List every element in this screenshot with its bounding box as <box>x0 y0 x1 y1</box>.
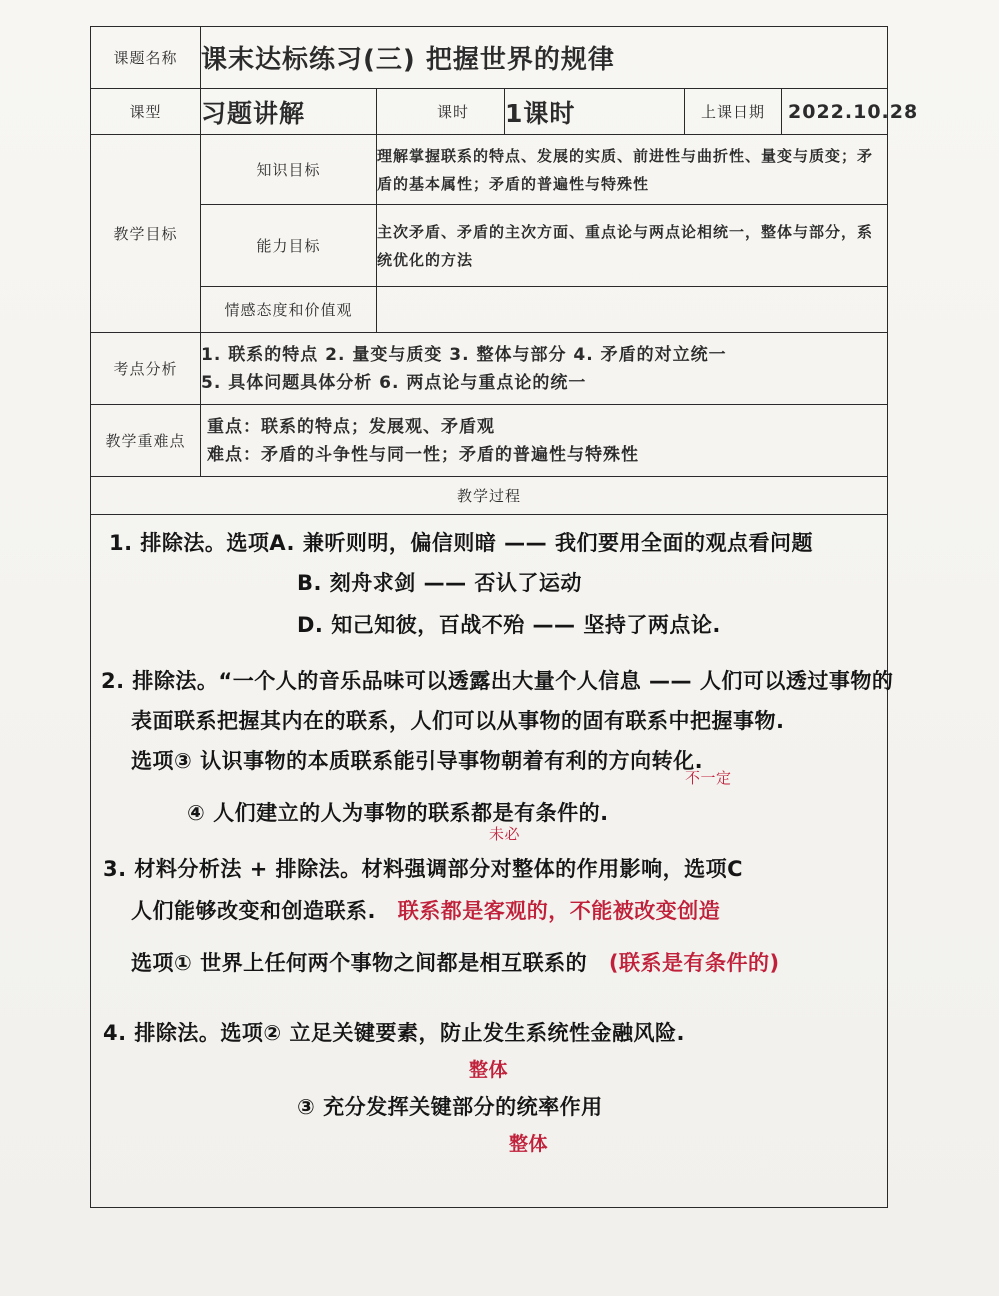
exam-points-value <box>201 333 888 405</box>
exam-points-line-2: 5. 具体问题具体分析 6. 两点论与重点论的统一 <box>201 372 587 393</box>
process-q3-line3-red: (联系是有条件的) <box>608 951 780 975</box>
process-q3-line3 <box>131 947 780 977</box>
difficult-point-line: 难点：矛盾的斗争性与同一性；矛盾的普遍性与特殊性 <box>207 444 639 465</box>
process-q1-line2: B. 刻舟求剑 —— 否认了运动 <box>297 571 582 595</box>
label-topic: 课题名称 <box>91 27 201 89</box>
annotation-wei-bi: 未必 <box>489 825 521 843</box>
process-q3-line1: 3. 材料分析法 + 排除法。材料强调部分对整体的作用影响，选项C <box>103 857 744 881</box>
attitude-goal-value <box>377 287 888 333</box>
process-q3-line2-red: 联系都是客观的，不能被改变创造 <box>397 899 721 923</box>
process-q2-line1: 2. 排除法。“一个人的音乐品味可以透露出大量个人信息 —— 人们可以透过事物的 <box>101 669 894 693</box>
label-attitude-goal: 情感态度和价值观 <box>201 287 377 333</box>
label-date: 上课日期 <box>685 89 782 135</box>
process-q2-line2: 表面联系把握其内在的联系，人们可以从事物的固有联系中把握事物. <box>131 709 785 733</box>
process-q3-line2-text: 人们能够改变和创造联系. <box>131 899 376 923</box>
label-exam-points: 考点分析 <box>91 333 201 405</box>
knowledge-goal-value: 理解掌握联系的特点、发展的实质、前进性与曲折性、量变与质变；矛盾的基本属性；矛盾的普遍性与特殊性 <box>377 135 888 205</box>
annotation-bu-bian: 不一定 <box>685 769 732 787</box>
annotation-zhengti-1: 整体 <box>469 1059 509 1081</box>
process-q3-line2 <box>131 895 720 925</box>
label-key-difficult: 教学重难点 <box>91 405 201 477</box>
process-q2-line4: ④ 人们建立的人为事物的联系都是有条件的. <box>187 801 609 825</box>
periods-value: 1课时 <box>505 89 685 135</box>
key-difficult-value <box>201 405 888 477</box>
label-ability-goal: 能力目标 <box>201 205 377 287</box>
process-q2-line3-text: 选项③ 认识事物的本质联系能引导事物朝着有利的方向转化. <box>131 749 704 773</box>
annotation-zhengti-2: 整体 <box>509 1133 549 1155</box>
process-q2-line3 <box>131 745 703 775</box>
exam-points-line-1: 1. 联系的特点 2. 量变与质变 3. 整体与部分 4. 矛盾的对立统一 <box>201 344 727 365</box>
process-q4-line1: 4. 排除法。选项② 立足关键要素，防止发生系统性金融风险. <box>103 1021 685 1045</box>
label-teaching-goals: 教学目标 <box>91 135 201 333</box>
ability-goal-value: 主次矛盾、矛盾的主次方面、重点论与两点论相统一，整体与部分，系统优化的方法 <box>377 205 888 287</box>
label-type: 课型 <box>91 89 201 135</box>
process-q1-line3: D. 知己知彼，百战不殆 —— 坚持了两点论. <box>297 613 721 637</box>
label-teaching-process: 教学过程 <box>91 477 888 515</box>
date-value: 2022.10.28 <box>782 89 888 135</box>
type-value: 习题讲解 <box>201 89 377 135</box>
label-knowledge-goal: 知识目标 <box>201 135 377 205</box>
teaching-process-body <box>91 515 894 1208</box>
key-point-line: 重点：联系的特点；发展观、矛盾观 <box>207 416 495 437</box>
label-periods: 课时 <box>377 89 505 135</box>
process-q3-line3-text: 选项① 世界上任何两个事物之间都是相互联系的 <box>131 951 588 975</box>
topic-value: 课末达标练习(三) 把握世界的规律 <box>201 27 888 89</box>
process-q4-line2: ③ 充分发挥关键部分的统率作用 <box>297 1095 603 1119</box>
process-q1-line1: 1. 排除法。选项A. 兼听则明，偏信则暗 —— 我们要用全面的观点看问题 <box>109 531 813 555</box>
lesson-plan-table <box>90 26 919 1208</box>
